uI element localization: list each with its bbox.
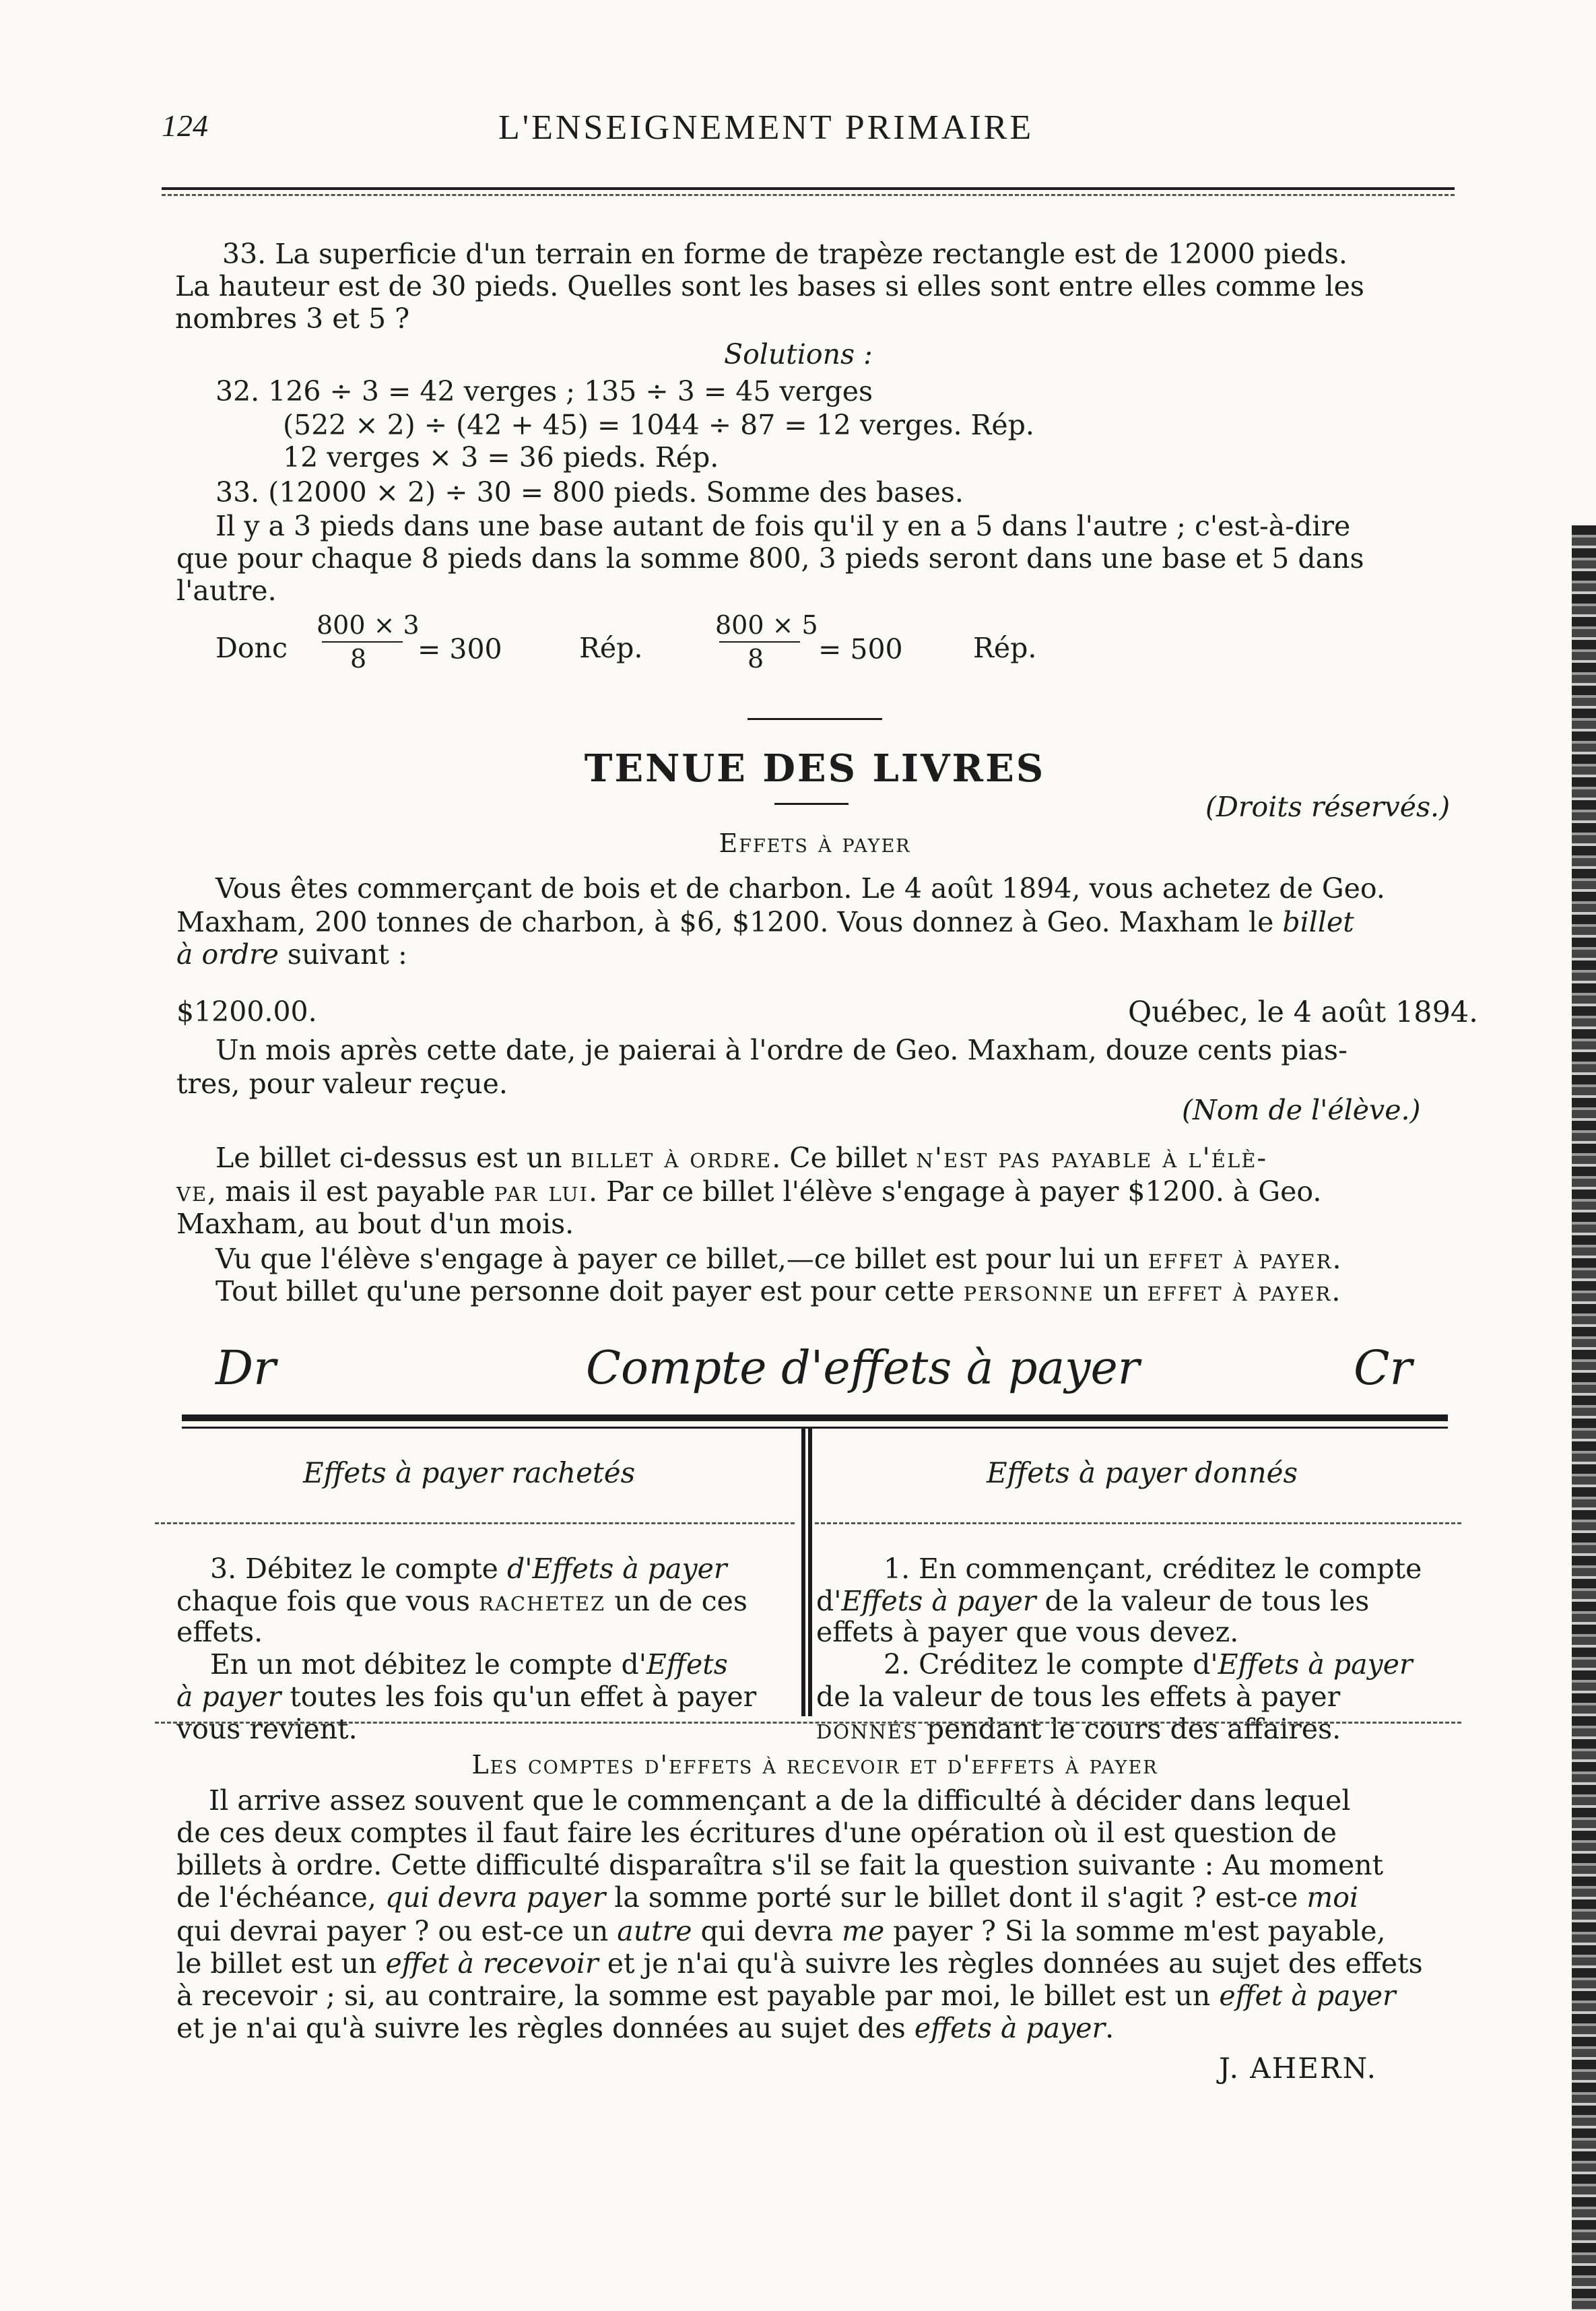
account-top-rule xyxy=(182,1414,1448,1421)
account-center-rule-2 xyxy=(808,1427,812,1716)
note-place-date: Québec, le 4 août 1894. xyxy=(1128,996,1478,1029)
text-span: payer ? Si la somme m'est payable, xyxy=(884,1915,1386,1947)
text-span: effet à recevoir xyxy=(385,1947,599,1980)
text-line: billets à ordre. Cette difficulté disparaîtra s'il se fait la question suivante : Au moment xyxy=(176,1849,1384,1881)
text-line xyxy=(176,2013,1442,2044)
text-span: Maxham, 200 tonnes de charbon, à $6, $1200. Vous donnez à Geo. Maxham le xyxy=(176,906,1283,938)
text-span: me xyxy=(842,1915,885,1947)
text-span: personne xyxy=(963,1275,1094,1307)
text-span: le billet est un xyxy=(176,1947,386,1980)
section-title: TENUE DES LIVRES xyxy=(584,746,1046,791)
text-span: effet à payer. xyxy=(1147,1275,1342,1307)
text-span: billet à ordre xyxy=(570,1142,772,1174)
text-line: La hauteur est de 30 pieds. Quelles sont les bases si elles sont entre elles comme les xyxy=(175,270,1364,302)
fraction-2-numerator: 800 × 5 xyxy=(715,610,818,640)
text-line xyxy=(176,1980,1442,2011)
text-span: qui devrai payer ? ou est-ce un xyxy=(176,1915,618,1947)
text-line: vous revient. xyxy=(176,1713,358,1745)
text-line xyxy=(176,1882,1442,1913)
header-rule-dashed xyxy=(162,194,1455,196)
text-span: qui devra xyxy=(692,1915,842,1947)
text-line xyxy=(884,1649,1413,1680)
text-line: que pour chaque 8 pieds dans la somme 800, 3 pieds seront dans une base et 5 dans xyxy=(176,542,1364,575)
text-span: Effets xyxy=(646,1648,728,1681)
text-span: Effets à payer xyxy=(1218,1648,1413,1681)
text-span: , mais il est payable xyxy=(207,1175,494,1208)
text-span: et je n'ai qu'à suivre les règles données au sujet des effets xyxy=(598,1947,1423,1980)
text-line xyxy=(215,1243,1482,1274)
text-line: Maxham, au bout d'un mois. xyxy=(176,1208,574,1240)
rep-label: Rép. xyxy=(973,632,1037,664)
text-span: Effets à payer xyxy=(841,1585,1036,1617)
text-line: 12 verges × 3 = 36 pieds. Rép. xyxy=(283,441,719,474)
text-line: Vous êtes commerçant de bois et de charbon. Le 4 août 1894, vous achetez de Geo. xyxy=(215,872,1385,905)
text-line: effets. xyxy=(176,1616,263,1648)
text-line xyxy=(210,1553,727,1584)
text-line xyxy=(176,1681,756,1712)
text-span: par lui xyxy=(494,1175,589,1208)
fraction-2-bar xyxy=(719,641,800,643)
fraction-1-denominator: 8 xyxy=(350,644,367,674)
text-span: Vu que l'élève s'engage à payer ce billet,—ce billet est pour lui un xyxy=(215,1243,1148,1275)
debit-label: Dr xyxy=(215,1340,276,1396)
text-span: à recevoir ; si, au contraire, la somme est payable par moi, le billet est un xyxy=(176,1980,1220,2012)
text-span: un de ces xyxy=(605,1585,747,1617)
page-number: 124 xyxy=(162,108,208,143)
text-span: effets à payer xyxy=(914,2012,1106,2044)
note-signature: (Nom de l'élève.) xyxy=(1182,1094,1421,1126)
left-column-header: Effets à payer rachetés xyxy=(303,1456,636,1489)
text-line xyxy=(176,1176,1442,1207)
text-span: . Ce billet xyxy=(772,1142,917,1174)
text-span: pendant le cours des affaires. xyxy=(917,1713,1341,1745)
text-line xyxy=(176,907,1442,938)
solutions-title: Solutions : xyxy=(724,338,873,370)
header-rule xyxy=(162,187,1455,190)
text-span: ve xyxy=(176,1175,208,1208)
fraction-1-result: = 300 xyxy=(418,633,502,665)
text-line: 33. La superficie d'un terrain en forme de trapèze rectangle est de 12000 pieds. xyxy=(222,238,1348,270)
text-span: suivant : xyxy=(278,938,407,971)
text-line: de la valeur de tous les effets à payer xyxy=(816,1681,1341,1713)
left-column xyxy=(176,1553,796,1745)
page-edge-shadow xyxy=(1572,525,1596,2310)
section-divider xyxy=(747,718,882,720)
text-line: 1. En commençant, créditez le compte xyxy=(884,1553,1422,1585)
right-header-rule xyxy=(815,1522,1461,1524)
text-span: n'est pas payable à l'élè- xyxy=(916,1142,1268,1174)
text-line: tres, pour valeur reçue. xyxy=(176,1068,508,1100)
text-line xyxy=(210,1649,728,1680)
author-signature: J. AHERN. xyxy=(1219,2052,1377,2085)
left-header-rule xyxy=(155,1522,795,1524)
text-span: qui devra payer xyxy=(385,1881,606,1914)
text-line: Un mois après cette date, je paierai à l'ordre de Geo. Maxham, douze cents pias- xyxy=(215,1034,1348,1066)
text-line: effets à payer que vous devez. xyxy=(816,1616,1239,1648)
text-span: et je n'ai qu'à suivre les règles données au sujet des xyxy=(176,2012,915,2044)
rights-reserved: (Droits réservés.) xyxy=(1205,791,1451,823)
text-line xyxy=(176,1586,747,1617)
text-span: rachetez xyxy=(479,1585,606,1617)
text-line: de ces deux comptes il faut faire les écritures d'une opération où il est question de xyxy=(176,1817,1337,1849)
text-line xyxy=(176,939,1442,970)
text-span: la somme porté sur le billet dont il s'agit ? est-ce xyxy=(605,1881,1307,1914)
account-title: Compte d'effets à payer xyxy=(586,1342,1140,1395)
text-span: à ordre xyxy=(176,938,279,971)
fraction-2-result: = 500 xyxy=(818,633,903,665)
text-span: billet xyxy=(1282,906,1354,938)
text-span: En un mot débitez le compte d' xyxy=(210,1648,646,1681)
account-top-rule-thin xyxy=(182,1427,1448,1429)
text-line: Il arrive assez souvent que le commençant a de la difficulté à décider dans lequel xyxy=(209,1784,1351,1817)
text-line xyxy=(215,1276,1482,1307)
right-column-header: Effets à payer donnés xyxy=(987,1456,1298,1489)
title-underline xyxy=(774,803,849,805)
rep-label: Rép. xyxy=(579,632,643,664)
text-span: de la valeur de tous les xyxy=(1036,1585,1370,1617)
donc-label: Donc xyxy=(215,632,288,664)
text-line xyxy=(176,1948,1442,1979)
text-span: chaque fois que vous xyxy=(176,1585,479,1617)
text-span: Le billet ci-dessus est un xyxy=(215,1142,571,1174)
text-span: Tout billet qu'une personne doit payer est pour cette xyxy=(215,1275,964,1307)
running-title: L'ENSEIGNEMENT PRIMAIRE xyxy=(498,108,1034,147)
credit-label: Cr xyxy=(1354,1340,1413,1396)
text-span: effet à payer. xyxy=(1148,1243,1343,1275)
text-line: 32. 126 ÷ 3 = 42 verges ; 135 ÷ 3 = 45 verges xyxy=(215,375,873,408)
text-line: Il y a 3 pieds dans une base autant de fois qu'il y en a 5 dans l'autre ; c'est-à-dire xyxy=(215,510,1351,542)
text-span: effet à payer xyxy=(1219,1980,1396,2012)
text-span: 2. Créditez le compte d' xyxy=(884,1648,1218,1681)
text-line: nombres 3 et 5 ? xyxy=(175,302,410,335)
text-line: 33. (12000 × 2) ÷ 30 = 800 pieds. Somme des bases. xyxy=(215,476,964,509)
text-line xyxy=(176,1916,1442,1947)
fraction-2-denominator: 8 xyxy=(747,644,764,674)
right-column xyxy=(816,1553,1463,1745)
text-span: moi xyxy=(1306,1881,1359,1914)
text-span: d'Effets à payer xyxy=(506,1553,727,1585)
text-span: autre xyxy=(617,1915,692,1947)
note-amount: $1200.00. xyxy=(176,996,317,1028)
text-span: un xyxy=(1094,1275,1148,1307)
account-bottom-rule xyxy=(155,1722,1461,1724)
text-line xyxy=(215,1142,1482,1173)
text-span: de l'échéance, xyxy=(176,1881,385,1914)
text-line xyxy=(816,1714,1341,1745)
text-span: donnés xyxy=(816,1713,918,1745)
text-span: . xyxy=(1105,2012,1115,2044)
subsection-title: Effets à payer xyxy=(719,828,911,858)
fraction-1-numerator: 800 × 3 xyxy=(317,610,420,640)
fraction-1-bar xyxy=(322,641,403,643)
text-line: (522 × 2) ÷ (42 + 45) = 1044 ÷ 87 = 12 verges. Rép. xyxy=(283,409,1034,441)
closing-title: Les comptes d'effets à recevoir et d'effets à payer xyxy=(471,1750,1158,1780)
text-span: d' xyxy=(816,1585,842,1617)
text-span: toutes les fois qu'un effet à payer xyxy=(281,1681,757,1713)
text-line: l'autre. xyxy=(176,575,277,607)
text-span: à payer xyxy=(176,1681,281,1713)
account-center-rule xyxy=(801,1427,805,1716)
text-span: 3. Débitez le compte xyxy=(210,1553,507,1585)
text-span: . Par ce billet l'élève s'engage à payer $1200. à Geo. xyxy=(588,1175,1322,1208)
text-line xyxy=(816,1586,1369,1617)
